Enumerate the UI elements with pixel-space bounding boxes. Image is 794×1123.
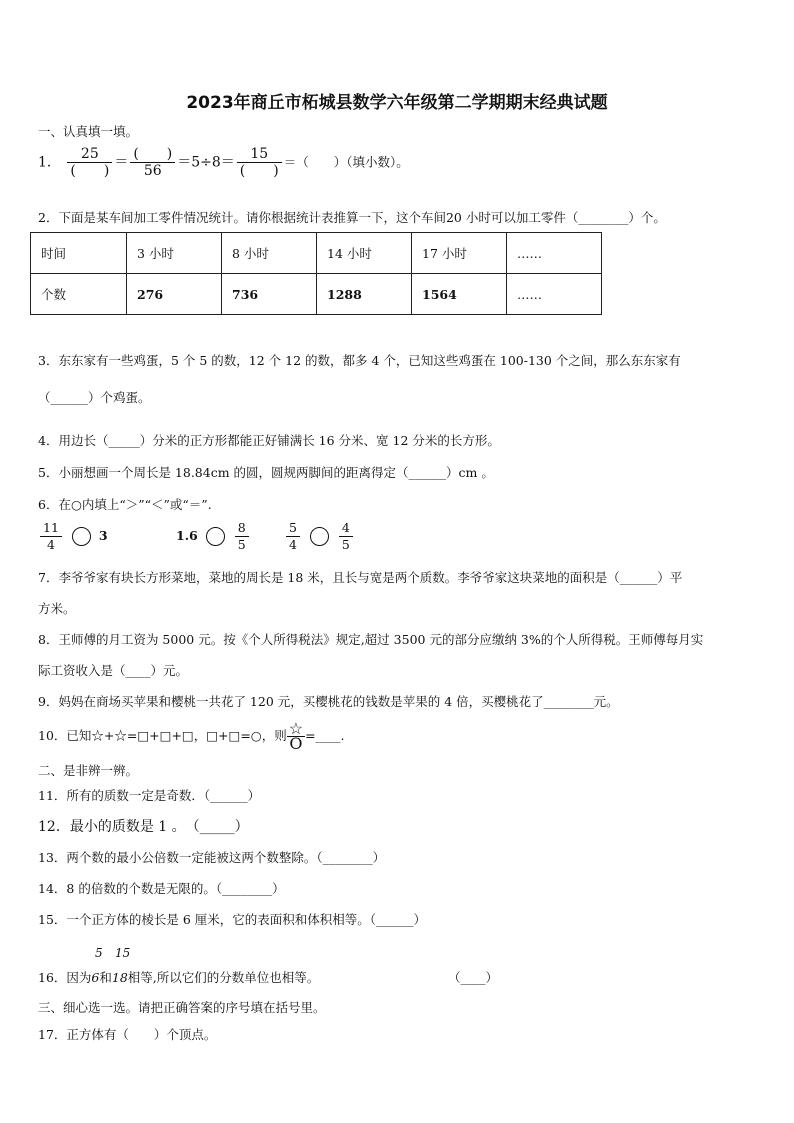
table-cell: …… bbox=[507, 274, 602, 315]
question-7-line-2: 方米。 bbox=[38, 601, 76, 616]
table-cell: 736 bbox=[222, 274, 317, 315]
question-8-line-1: 8．王师傅的月工资为 5000 元。按《个人所得税法》规定,超过 3500 元的部分应缴纳 3%的个人所得税。王师傅每月实 bbox=[38, 632, 704, 647]
table-cell: 276 bbox=[127, 274, 222, 315]
compare-item-a: $\frac{11}{4}$ 3 bbox=[38, 520, 108, 553]
question-16: 16．因为6和18相等,所以它们的分数单位也相等。 bbox=[38, 970, 320, 985]
answer-circle[interactable] bbox=[310, 527, 329, 546]
table-cell: 3 小时 bbox=[127, 233, 222, 274]
question-10: 10．已知☆+☆=□+□+□，□+□=○，则 $\frac{☆}{O}=\_\_\_\_$. bbox=[38, 719, 345, 753]
table-cell: 1564 bbox=[412, 274, 507, 315]
question-6: 6．在○内填上“＞”“＜”或“＝”. bbox=[38, 497, 212, 512]
data-table bbox=[30, 232, 602, 315]
section-heading-2: 二、是非辨一辨。 bbox=[38, 763, 139, 778]
question-16-blank: （____） bbox=[448, 970, 499, 985]
table-cell: 时间 bbox=[31, 233, 127, 274]
question-7-line-1: 7．李爷爷家有块长方形菜地，菜地的周长是 18 米，且长与宽是两个质数。李爷爷家这块菜地的面积是（______）平 bbox=[38, 570, 683, 585]
compare-item-c: $\frac{5}{4}$ $\frac{4}{5}$ bbox=[284, 520, 355, 553]
question-11: 11．所有的质数一定是奇数．（______） bbox=[38, 788, 261, 803]
question-1: 1． $\frac{25}{( )}$ ＝ $\frac{( )}{56}$ ＝5÷8＝ $\frac{15}{( )}$ ＝（ ）（填小数）。 bbox=[38, 146, 409, 179]
compare-item-b: 1.6 $\frac{8}{5}$ bbox=[176, 520, 251, 553]
star-circle-fraction: $\frac{☆}{O}$ bbox=[288, 719, 304, 753]
section-heading-1: 一、认真填一填。 bbox=[38, 124, 139, 139]
q16-numerator-1: 5 bbox=[95, 946, 103, 960]
question-12: 12．最小的质数是 1 。 （_____） bbox=[38, 819, 249, 835]
fraction-1: $\frac{25}{( )}$ bbox=[67, 146, 112, 179]
table-cell: …… bbox=[507, 233, 602, 274]
q1-number: 1． bbox=[38, 154, 61, 171]
answer-circle[interactable] bbox=[206, 527, 225, 546]
question-5: 5．小丽想画一个周长是 18.84cm 的圆，圆规两脚间的距离得定（______）cm 。 bbox=[38, 465, 494, 480]
question-9: 9．妈妈在商场买苹果和樱桃一共花了 120 元，买樱桃花的钱数是苹果的 4 倍，买樱桃花了________元。 bbox=[38, 694, 619, 709]
table-cell: 1288 bbox=[317, 274, 412, 315]
table-cell: 8 小时 bbox=[222, 233, 317, 274]
question-15: 15．一个正方体的棱长是 6 厘米，它的表面积和体积相等。（______） bbox=[38, 912, 427, 927]
q16-numerator-2: 15 bbox=[115, 946, 131, 960]
page-title: 2023年商丘市柘城县数学六年级第二学期期末经典试题 bbox=[186, 93, 608, 113]
table-cell: 17 小时 bbox=[412, 233, 507, 274]
section-heading-3: 三、细心选一选。请把正确答案的序号填在括号里。 bbox=[38, 1000, 326, 1015]
answer-circle[interactable] bbox=[72, 527, 91, 546]
question-8-line-2: 际工资收入是（____）元。 bbox=[38, 663, 189, 678]
table-cell: 个数 bbox=[31, 274, 127, 315]
question-3-line-1: 3．东东家有一些鸡蛋，5 个 5 的数，12 个 12 的数，都多 4 个，已知这些鸡蛋在 100-130 个之间，那么东东家有 bbox=[38, 353, 681, 368]
question-4: 4．用边长（_____）分米的正方形都能正好铺满长 16 分米、宽 12 分米的长方形。 bbox=[38, 433, 500, 448]
question-14: 14．8 的倍数的个数是无限的。（________） bbox=[38, 881, 285, 896]
table-row bbox=[31, 233, 602, 274]
question-13: 13．两个数的最小公倍数一定能被这两个数整除。（________） bbox=[38, 850, 386, 865]
table-cell: 14 小时 bbox=[317, 233, 412, 274]
table-row bbox=[31, 274, 602, 315]
question-17: 17．正方体有（ ）个顶点。 bbox=[38, 1027, 217, 1042]
fraction-2: $\frac{( )}{56}$ bbox=[130, 146, 175, 179]
question-3-line-2: （______）个鸡蛋。 bbox=[38, 390, 151, 405]
fraction-3: $\frac{15}{( )}$ bbox=[237, 146, 282, 179]
question-2: 2．下面是某车间加工零件情况统计。请你根据统计表推算一下，这个车间20 小时可以加工零件（________）个。 bbox=[38, 210, 666, 225]
